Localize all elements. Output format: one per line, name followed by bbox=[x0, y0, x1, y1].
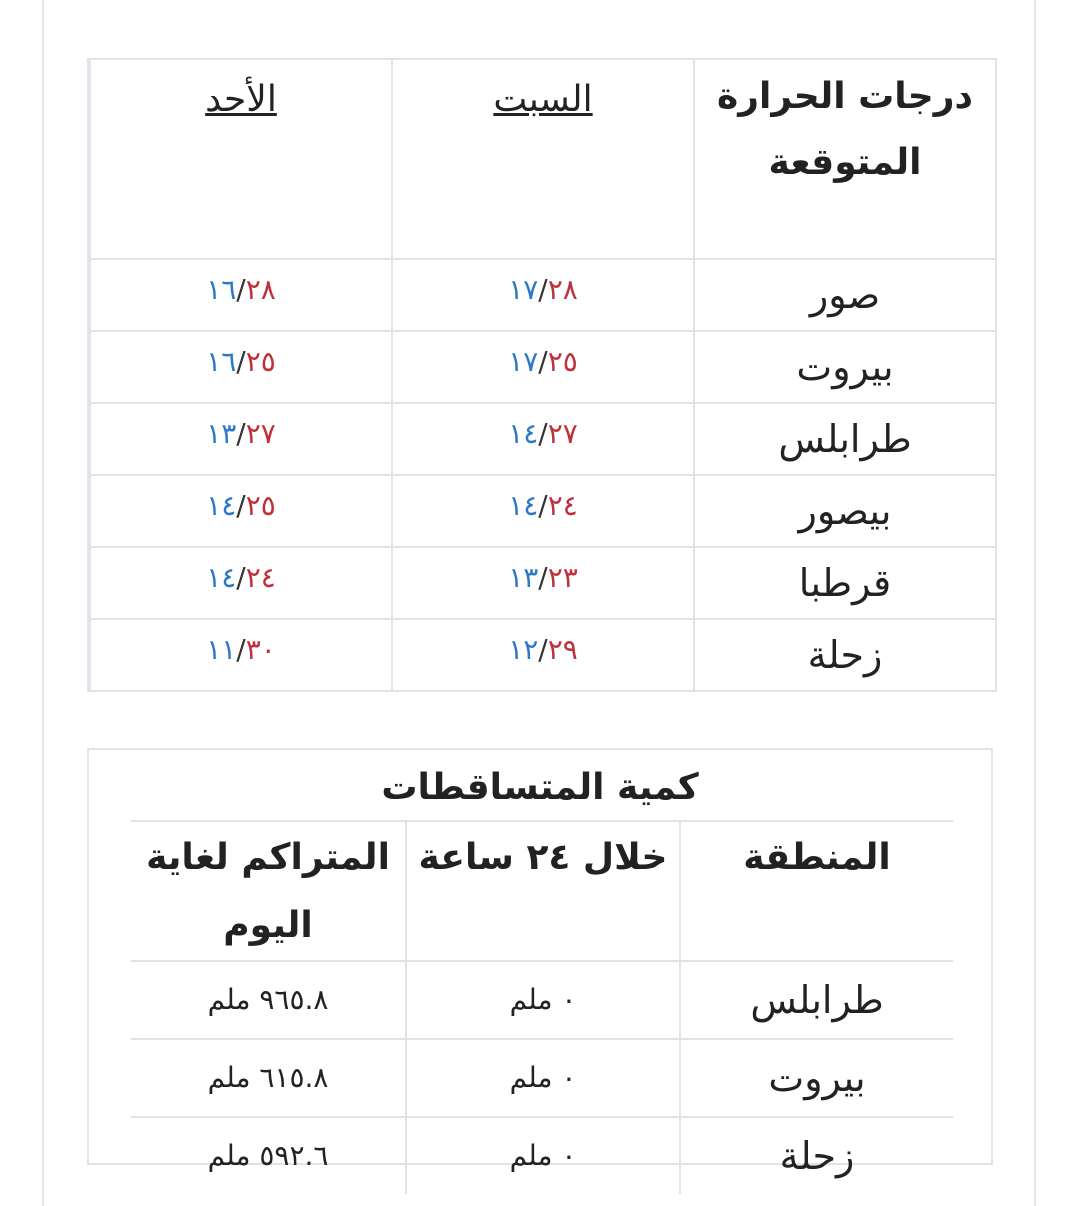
temperature-separator: / bbox=[538, 633, 548, 666]
rainfall-section bbox=[87, 748, 993, 1178]
temperature-separator: / bbox=[538, 561, 548, 594]
table-row bbox=[89, 403, 996, 475]
accumulated-value: ٥٩٢.٦ ملم bbox=[131, 1117, 406, 1194]
table-row bbox=[89, 475, 996, 547]
high-temperature: ٢٥ bbox=[547, 345, 578, 378]
table-row bbox=[131, 1039, 953, 1117]
city-name: زحلة bbox=[694, 619, 996, 691]
sunday-temperature bbox=[89, 259, 392, 331]
city-name: صور bbox=[694, 259, 996, 331]
high-temperature: ٢٨ bbox=[245, 273, 276, 306]
table-row bbox=[89, 547, 996, 619]
temperature-separator: / bbox=[236, 345, 246, 378]
rainfall-header-row bbox=[131, 821, 953, 961]
temperature-separator: / bbox=[538, 345, 548, 378]
high-temperature: ٢٤ bbox=[547, 489, 578, 522]
saturday-temperature bbox=[392, 619, 694, 691]
city-name: بيصور bbox=[694, 475, 996, 547]
high-temperature: ٢٥ bbox=[245, 345, 276, 378]
temperature-separator: / bbox=[538, 417, 548, 450]
high-temperature: ٢٩ bbox=[547, 633, 578, 666]
temperature-separator: / bbox=[236, 561, 246, 594]
day-saturday-header[interactable]: السبت bbox=[392, 59, 694, 259]
high-temperature: ٢٧ bbox=[245, 417, 276, 450]
low-temperature: ١٤ bbox=[206, 561, 237, 594]
high-temperature: ٣٠ bbox=[245, 633, 276, 666]
table-row bbox=[131, 961, 953, 1039]
city-name: قرطبا bbox=[694, 547, 996, 619]
sunday-temperature bbox=[89, 619, 392, 691]
sunday-temperature bbox=[89, 475, 392, 547]
low-temperature: ١١ bbox=[206, 633, 237, 666]
last24-value: ٠ ملم bbox=[406, 961, 680, 1039]
low-temperature: ١٧ bbox=[508, 273, 539, 306]
last24-value: ٠ ملم bbox=[406, 1039, 680, 1117]
region-header: المنطقة bbox=[680, 821, 953, 961]
saturday-temperature bbox=[392, 547, 694, 619]
temperature-title: درجات الحرارة المتوقعة bbox=[694, 59, 996, 259]
table-row bbox=[89, 331, 996, 403]
table-row bbox=[89, 619, 996, 691]
accumulated-value: ٩٦٥.٨ ملم bbox=[131, 961, 406, 1039]
table-row bbox=[89, 259, 996, 331]
low-temperature: ١٧ bbox=[508, 345, 539, 378]
saturday-temperature bbox=[392, 403, 694, 475]
temperature-header-row bbox=[89, 59, 996, 259]
city-name: بيروت bbox=[694, 331, 996, 403]
accumulated-value: ٦١٥.٨ ملم bbox=[131, 1039, 406, 1117]
saturday-temperature bbox=[392, 475, 694, 547]
saturday-temperature bbox=[392, 331, 694, 403]
low-temperature: ١٣ bbox=[206, 417, 237, 450]
sunday-temperature bbox=[89, 331, 392, 403]
last24-value: ٠ ملم bbox=[406, 1117, 680, 1194]
temperature-separator: / bbox=[538, 273, 548, 306]
region-name: طرابلس bbox=[680, 961, 953, 1039]
high-temperature: ٢٧ bbox=[547, 417, 578, 450]
region-name: بيروت bbox=[680, 1039, 953, 1117]
day-sunday-header[interactable]: الأحد bbox=[89, 59, 392, 259]
low-temperature: ١٦ bbox=[206, 345, 237, 378]
low-temperature: ١٢ bbox=[508, 633, 539, 666]
high-temperature: ٢٤ bbox=[245, 561, 276, 594]
temperature-separator: / bbox=[236, 489, 246, 522]
low-temperature: ١٤ bbox=[206, 489, 237, 522]
low-temperature: ١٤ bbox=[508, 489, 539, 522]
rainfall-title: كمية المتساقطات bbox=[131, 750, 949, 822]
saturday-temperature bbox=[392, 259, 694, 331]
sunday-temperature bbox=[89, 403, 392, 475]
temperature-separator: / bbox=[236, 417, 246, 450]
temperature-separator: / bbox=[236, 273, 246, 306]
temperature-table bbox=[87, 58, 997, 692]
table-row bbox=[131, 1117, 953, 1194]
low-temperature: ١٤ bbox=[508, 417, 539, 450]
temperature-separator: / bbox=[538, 489, 548, 522]
city-name: طرابلس bbox=[694, 403, 996, 475]
high-temperature: ٢٨ bbox=[547, 273, 578, 306]
accumulated-header: المتراكم لغاية اليوم bbox=[131, 821, 406, 961]
rainfall-table bbox=[131, 820, 953, 1194]
last24-header: خلال ٢٤ ساعة bbox=[406, 821, 680, 961]
region-name: زحلة bbox=[680, 1117, 953, 1194]
temperature-separator: / bbox=[236, 633, 246, 666]
high-temperature: ٢٥ bbox=[245, 489, 276, 522]
low-temperature: ١٦ bbox=[206, 273, 237, 306]
sunday-temperature bbox=[89, 547, 392, 619]
low-temperature: ١٣ bbox=[508, 561, 539, 594]
high-temperature: ٢٣ bbox=[547, 561, 578, 594]
